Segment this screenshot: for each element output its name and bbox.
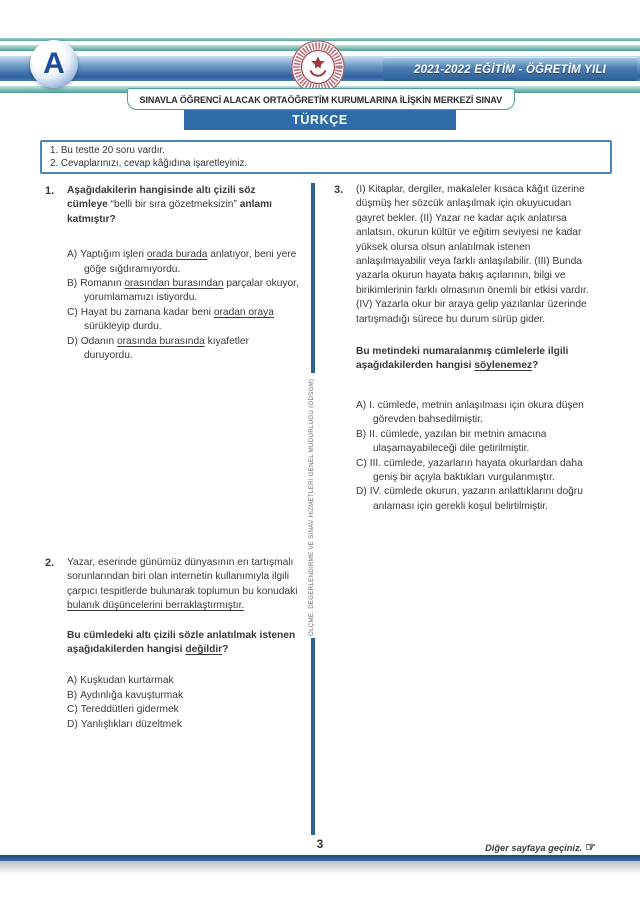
option-text: Yaptığım işleri orada burada anlatıyor, beni yere göğe sığdıramıyordu. xyxy=(80,249,297,275)
option-letter: B) xyxy=(67,689,78,701)
question-2-number: 2. xyxy=(45,557,55,569)
option-letter: A) xyxy=(67,249,78,261)
option-row xyxy=(67,689,299,703)
publisher-sidebar-text: ÖLÇME, DEĞERLENDİRME VE SINAV HİZMETLERİ GENEL MÜDÜRLÜĞÜ (ÖDSGM) xyxy=(308,378,315,636)
option-letter: D) xyxy=(356,486,367,498)
year-banner-text: 2021-2022 EĞİTİM - ÖĞRETİM YILI xyxy=(414,63,606,76)
option-row xyxy=(356,399,596,428)
question-2 xyxy=(45,556,299,732)
question-2-prompt: Bu cümledeki altı çizili sözle anlatılmak istenen aşağıdakilerden hangisi değildir? xyxy=(67,629,296,656)
option-text: Hayat bu zamana kadar beni oradan oraya sürükleyip durdu. xyxy=(80,306,274,333)
booklet-letter-badge xyxy=(30,40,78,88)
question-3-prompt: Bu metindeki numaralanmış cümlelerle ilgili aşağıdakilerden hangisi söylenemez? xyxy=(356,346,569,372)
exam-type-label-text: SINAVLA ÖĞRENCİ ALACAK ORTAÖĞRETİM KURUMLARINA İLİŞKİN MERKEZİ SINAV xyxy=(139,93,503,105)
option-text: Odanın orasında burasında kıyafetler duruyordu. xyxy=(80,335,249,362)
option-text: III. cümlede, yazarların hayata okurlardan daha geniş bir açıyla baktıkları vurgulanmıştır. xyxy=(369,457,583,483)
option-row xyxy=(67,674,299,688)
next-page-label: Diğer sayfaya geçiniz. xyxy=(485,843,583,853)
exam-type-label xyxy=(127,88,515,110)
option-text: Romanın orasından burasından parçalar okuyor, yorumlamamızı istiyordu. xyxy=(80,278,299,304)
option-row xyxy=(356,485,596,514)
instruction-line-1: 1. Bu testte 20 soru vardır. xyxy=(50,145,165,156)
question-3-number: 3. xyxy=(334,184,344,196)
option-letter: C) xyxy=(67,704,78,716)
option-letter: B) xyxy=(67,278,78,290)
question-1 xyxy=(45,184,299,363)
question-1-stem: Aşağıdakilerin hangisinde altı çizili söz cümleye “belli bir sıra gözetmeksizin” anlamı katmıştır? xyxy=(67,185,272,225)
column-divider-bar-bottom xyxy=(311,638,315,835)
option-letter: C) xyxy=(67,306,78,318)
option-letter: A) xyxy=(67,675,78,687)
option-text: Kuşkudan kurtarmak xyxy=(80,675,174,687)
option-text: Aydınlığa kavuşturmak xyxy=(80,689,184,701)
option-row xyxy=(67,277,299,306)
column-divider-bar-top xyxy=(311,183,315,373)
year-banner xyxy=(383,57,637,81)
instructions-box xyxy=(40,140,612,174)
option-row xyxy=(67,703,299,717)
question-3-options xyxy=(356,399,596,514)
option-text: IV. cümlede okurun, yazarın anlattıklarını doğru anlaması için gerekli koşul belirtilmiştir. xyxy=(369,486,583,512)
option-letter: A) xyxy=(356,399,367,411)
subject-banner xyxy=(184,110,456,130)
option-row xyxy=(67,718,299,732)
pointing-hand-icon: ☞ xyxy=(585,840,596,854)
footer-page-number: 3 xyxy=(316,837,324,851)
meb-logo-icon xyxy=(291,40,345,94)
question-1-number: 1. xyxy=(45,185,55,197)
question-3-stem: (I) Kitaplar, dergiler, makaleler kısaca kâğıt üzerine düşmüş her sözcük anlaşılmak için okuyucudan gayret bekler. (II) Yazar ne kadar açık anlatırsa anlatsın, okurun kültür ve eğitim seviyesi ne kadar yüksek olursa olsun anlatılmak istenen anlaşılmayabilir veya farklı anlaşılabilir. (III) Bunda yazarla okurun hayata bakış açılarının, bilgi ve birikimlerinin farklı olmasının önemli bir etkisi vardır. (IV) Yazarla okur bir araya gelip yazılanlar üzerinde tartışmadığı sürece bu durum sürüp gider. xyxy=(356,184,589,325)
option-row xyxy=(356,457,596,486)
option-text: Yanlışlıkları düzeltmek xyxy=(80,718,182,730)
question-1-options xyxy=(67,248,299,363)
booklet-letter: A xyxy=(43,47,65,80)
option-letter: B) xyxy=(356,428,367,440)
footer-next-page xyxy=(485,840,596,854)
option-row xyxy=(67,335,299,364)
option-row xyxy=(67,248,299,277)
instruction-line-2: 2. Cevaplarınızı, cevap kâğıdına işaretleyiniz. xyxy=(50,158,248,169)
question-2-stem: Yazar, eserinde günümüz dünyasının en tartışmalı sorunlarından biri olan internetin kullanımıyla ilgili çarpıcı tespitlerde bulunarak toplumun bu konudaki bulanık düşüncelerini berraklaştırmıştır. xyxy=(67,557,298,612)
question-2-options xyxy=(67,674,299,732)
option-text: II. cümlede, yazılan bir metnin amacına ulaşamayabileceği dile getirilmiştir. xyxy=(369,428,547,455)
option-row xyxy=(67,306,299,335)
page-bottom-shadow xyxy=(0,861,640,874)
option-letter: D) xyxy=(67,335,78,347)
option-letter: C) xyxy=(356,457,367,469)
question-3 xyxy=(334,183,596,514)
option-text: Tereddütleri gidermek xyxy=(80,704,179,716)
option-row xyxy=(356,428,596,457)
option-text: I. cümlede, metnin anlaşılması için okura düşen görevden bahsedilmiştir. xyxy=(369,399,584,426)
option-letter: D) xyxy=(67,718,78,730)
subject-title: TÜRKÇE xyxy=(292,113,348,127)
